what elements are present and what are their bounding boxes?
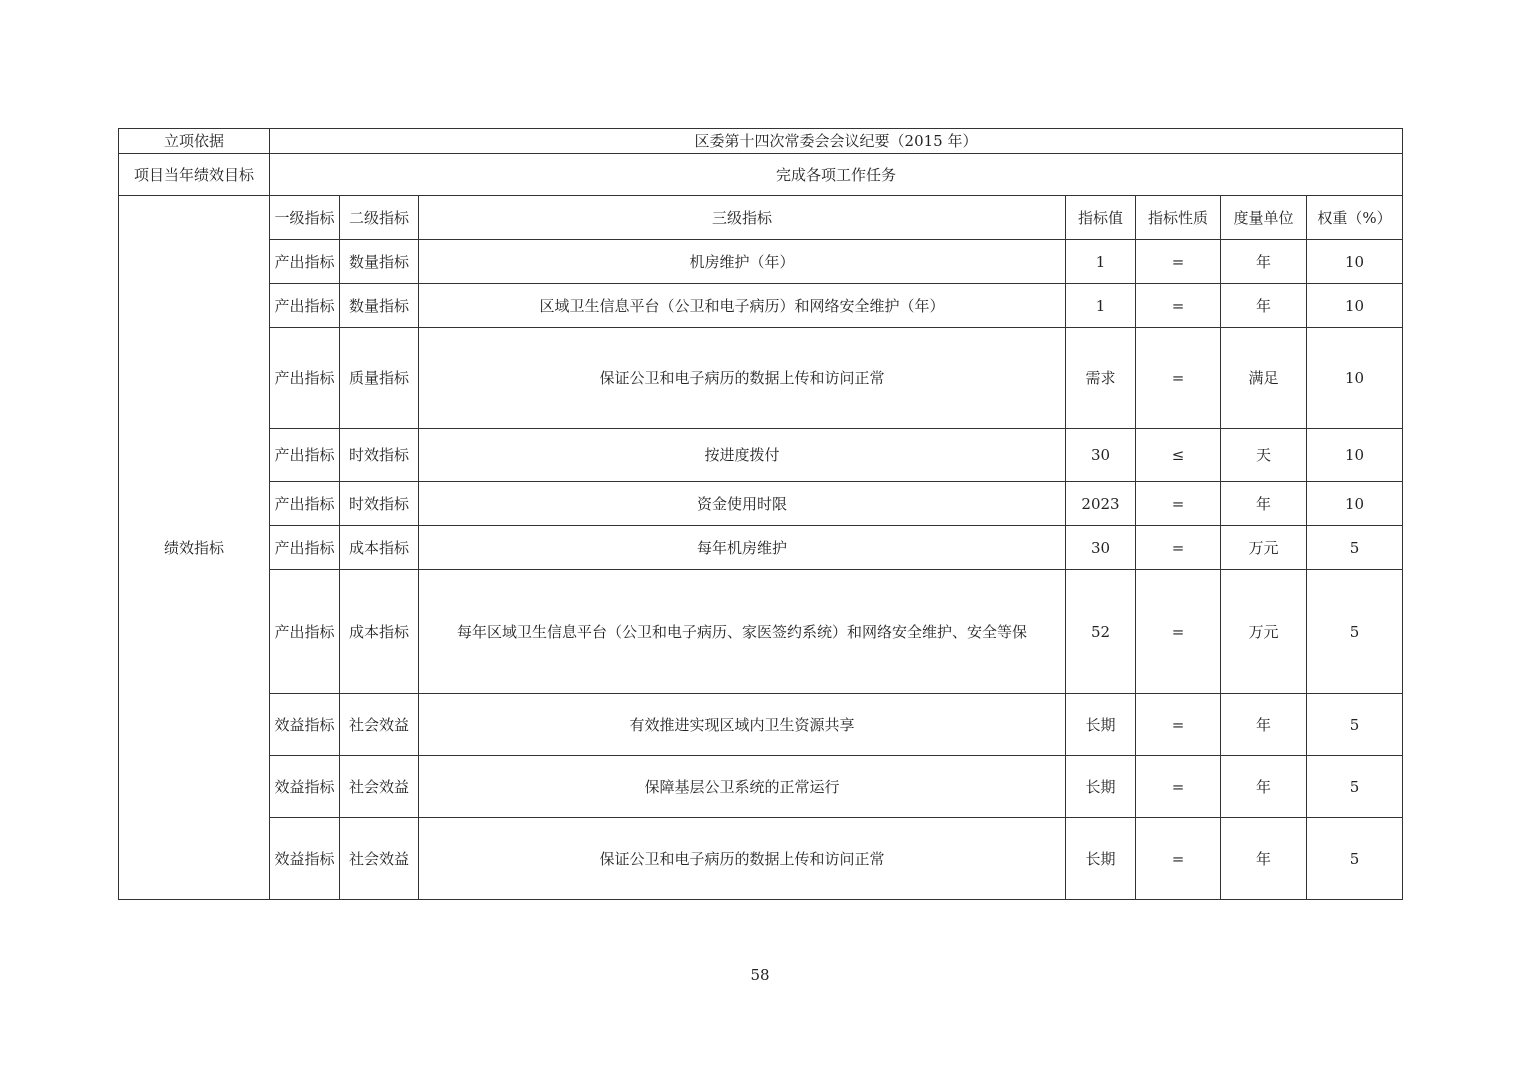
row-unit: 天 <box>1221 429 1307 482</box>
row-nature: ≤ <box>1136 429 1221 482</box>
row-weight: 10 <box>1307 482 1403 526</box>
row-nature: = <box>1136 482 1221 526</box>
row-level2: 社会效益 <box>340 694 419 756</box>
row-nature: = <box>1136 284 1221 328</box>
indicators-section-label: 绩效指标 <box>119 196 270 900</box>
row-level1: 效益指标 <box>270 818 340 900</box>
col-header-value: 指标值 <box>1066 196 1136 240</box>
row-value: 长期 <box>1066 694 1136 756</box>
row-level1: 产出指标 <box>270 570 340 694</box>
table-row <box>119 570 1403 694</box>
table-row <box>119 240 1403 284</box>
row-level1: 效益指标 <box>270 756 340 818</box>
row-level2: 数量指标 <box>340 240 419 284</box>
row-level3: 有效推进实现区域内卫生资源共享 <box>419 694 1066 756</box>
row-level3: 按进度拨付 <box>419 429 1066 482</box>
row-value: 1 <box>1066 284 1136 328</box>
row-value: 52 <box>1066 570 1136 694</box>
row-level3: 机房维护（年） <box>419 240 1066 284</box>
row-unit: 年 <box>1221 240 1307 284</box>
table-row <box>119 694 1403 756</box>
row-nature: = <box>1136 328 1221 429</box>
row-value: 长期 <box>1066 756 1136 818</box>
col-header-level1: 一级指标 <box>270 196 340 240</box>
col-header-weight: 权重（%） <box>1307 196 1403 240</box>
basis-row <box>119 129 1403 154</box>
row-nature: = <box>1136 526 1221 570</box>
row-level1: 产出指标 <box>270 482 340 526</box>
row-weight: 10 <box>1307 240 1403 284</box>
row-weight: 10 <box>1307 328 1403 429</box>
row-level1: 产出指标 <box>270 240 340 284</box>
row-unit: 年 <box>1221 756 1307 818</box>
row-level2: 成本指标 <box>340 570 419 694</box>
row-nature: = <box>1136 756 1221 818</box>
goal-row <box>119 154 1403 196</box>
row-level2: 时效指标 <box>340 482 419 526</box>
basis-label: 立项依据 <box>119 129 270 154</box>
column-header-row <box>119 196 1403 240</box>
row-weight: 5 <box>1307 570 1403 694</box>
row-value: 长期 <box>1066 818 1136 900</box>
row-level3: 区域卫生信息平台（公卫和电子病历）和网络安全维护（年） <box>419 284 1066 328</box>
row-level2: 时效指标 <box>340 429 419 482</box>
row-unit: 年 <box>1221 482 1307 526</box>
goal-value: 完成各项工作任务 <box>270 154 1403 196</box>
row-level1: 产出指标 <box>270 328 340 429</box>
row-level3: 每年机房维护 <box>419 526 1066 570</box>
row-unit: 年 <box>1221 694 1307 756</box>
row-level2: 质量指标 <box>340 328 419 429</box>
row-level2: 社会效益 <box>340 756 419 818</box>
table-row <box>119 526 1403 570</box>
row-level3: 保证公卫和电子病历的数据上传和访问正常 <box>419 818 1066 900</box>
performance-table <box>118 128 1403 900</box>
row-level3: 保证公卫和电子病历的数据上传和访问正常 <box>419 328 1066 429</box>
row-weight: 5 <box>1307 756 1403 818</box>
table-row <box>119 284 1403 328</box>
row-level2: 成本指标 <box>340 526 419 570</box>
table-row <box>119 328 1403 429</box>
basis-value: 区委第十四次常委会会议纪要（2015 年） <box>270 129 1403 154</box>
row-value: 1 <box>1066 240 1136 284</box>
row-level1: 效益指标 <box>270 694 340 756</box>
row-weight: 5 <box>1307 818 1403 900</box>
row-nature: = <box>1136 694 1221 756</box>
row-value: 30 <box>1066 429 1136 482</box>
col-header-level2: 二级指标 <box>340 196 419 240</box>
row-level1: 产出指标 <box>270 284 340 328</box>
row-weight: 5 <box>1307 694 1403 756</box>
row-nature: = <box>1136 570 1221 694</box>
row-value: 需求 <box>1066 328 1136 429</box>
table-row <box>119 756 1403 818</box>
row-unit: 年 <box>1221 818 1307 900</box>
page-number: 58 <box>750 966 770 984</box>
row-value: 30 <box>1066 526 1136 570</box>
goal-label: 项目当年绩效目标 <box>119 154 270 196</box>
row-weight: 5 <box>1307 526 1403 570</box>
row-level1: 产出指标 <box>270 429 340 482</box>
row-nature: = <box>1136 818 1221 900</box>
col-header-nature: 指标性质 <box>1136 196 1221 240</box>
row-weight: 10 <box>1307 284 1403 328</box>
row-unit: 满足 <box>1221 328 1307 429</box>
row-unit: 万元 <box>1221 570 1307 694</box>
row-level3: 保障基层公卫系统的正常运行 <box>419 756 1066 818</box>
col-header-unit: 度量单位 <box>1221 196 1307 240</box>
table-row <box>119 482 1403 526</box>
table-row <box>119 818 1403 900</box>
row-unit: 年 <box>1221 284 1307 328</box>
row-level1: 产出指标 <box>270 526 340 570</box>
row-level3: 每年区域卫生信息平台（公卫和电子病历、家医签约系统）和网络安全维护、安全等保 <box>419 570 1066 694</box>
table-row <box>119 429 1403 482</box>
row-level2: 数量指标 <box>340 284 419 328</box>
col-header-level3: 三级指标 <box>419 196 1066 240</box>
row-level2: 社会效益 <box>340 818 419 900</box>
row-unit: 万元 <box>1221 526 1307 570</box>
row-level3: 资金使用时限 <box>419 482 1066 526</box>
row-nature: = <box>1136 240 1221 284</box>
row-value: 2023 <box>1066 482 1136 526</box>
row-weight: 10 <box>1307 429 1403 482</box>
